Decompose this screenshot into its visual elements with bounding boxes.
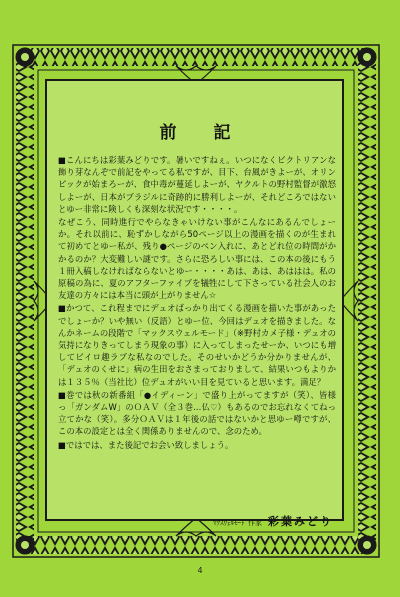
signature-label: ﾏｸｽｳｪﾙﾓｰﾄﾞ作家 [213, 519, 262, 527]
paragraph: なぜこう、同時進行でやらなきゃいけない事がこんなにあるんでしょーか。それ以前に、恥ずかしながら50ページ以上の漫画を描くのが生まれて初めてとゆー私が、残り●ページのペン入れに、あとどれ位の時間がかかるのか？大変難しい謎です。さらに恐ろしい事には、この本の後にもう１冊入稿しなければならないとゆー・・・・あは、あは、あははは。私の原稿の為に、夏のアフターファイブを犠牲にして下さっている社会人のお友達の方々には本当に頭が上がりません☆ [58, 217, 336, 301]
paragraph: ■巻では秋の新番組「●イディーン」で盛り上がってますが（笑）、皆様っ「ガンダムW」のＯＡＶ（全３巻…仏♡）もあるのでお忘れなくてねっ立てかな（笑）。多分ＯＡＶは１年後の話ではないかと思ゆー噂ですが、この本の設定とは全く関係ありませんので、念のため。 [58, 389, 336, 437]
signature [0, 513, 333, 529]
author-name: 彩葉みどり [268, 515, 333, 528]
paragraph: ■ではでは、また後記でお会い致しましょう。 [58, 439, 234, 450]
page-number: 4 [197, 566, 203, 575]
page-title: 前 記 [159, 123, 241, 143]
paragraph: ■こんにちは彩葉みどりです。暑いですねぇ。いつになくビクトリアンな飾り芽なんぞで前記をやってる私ですが、目下、台風がきよーが、オリンピックが始まろーが、食中毒が蔓延しよーが、ヤクルトの野村監督が激怒しよーが、日本がブラジルに奇跡的に勝利しよーが、それどころではないとゆー非常に険しくも深刻な状況です・・・・。 [58, 155, 336, 214]
paragraph: ■かつて、これ程までにデュオばっかり出てくる漫画を描いた事があったでしょーか？いや無い（反語）とゆー位、今回はデュオを描きました。なんかネームの段階で「マックスウェルモード」（※野村カメ子様・デュオの気持になりきってしまう現象の事）に入ってしまったせーか、いつにも増してビイロ趣ラブな私なのでした。そのせいかどうか分かりませんが、「デュオのくせに」病の生田をおさまっておりまして、結果いつもよりかは１３５％（当社比）位デュオがいい目を見ていると思います。満足？ [58, 303, 336, 387]
body-text [58, 154, 336, 452]
